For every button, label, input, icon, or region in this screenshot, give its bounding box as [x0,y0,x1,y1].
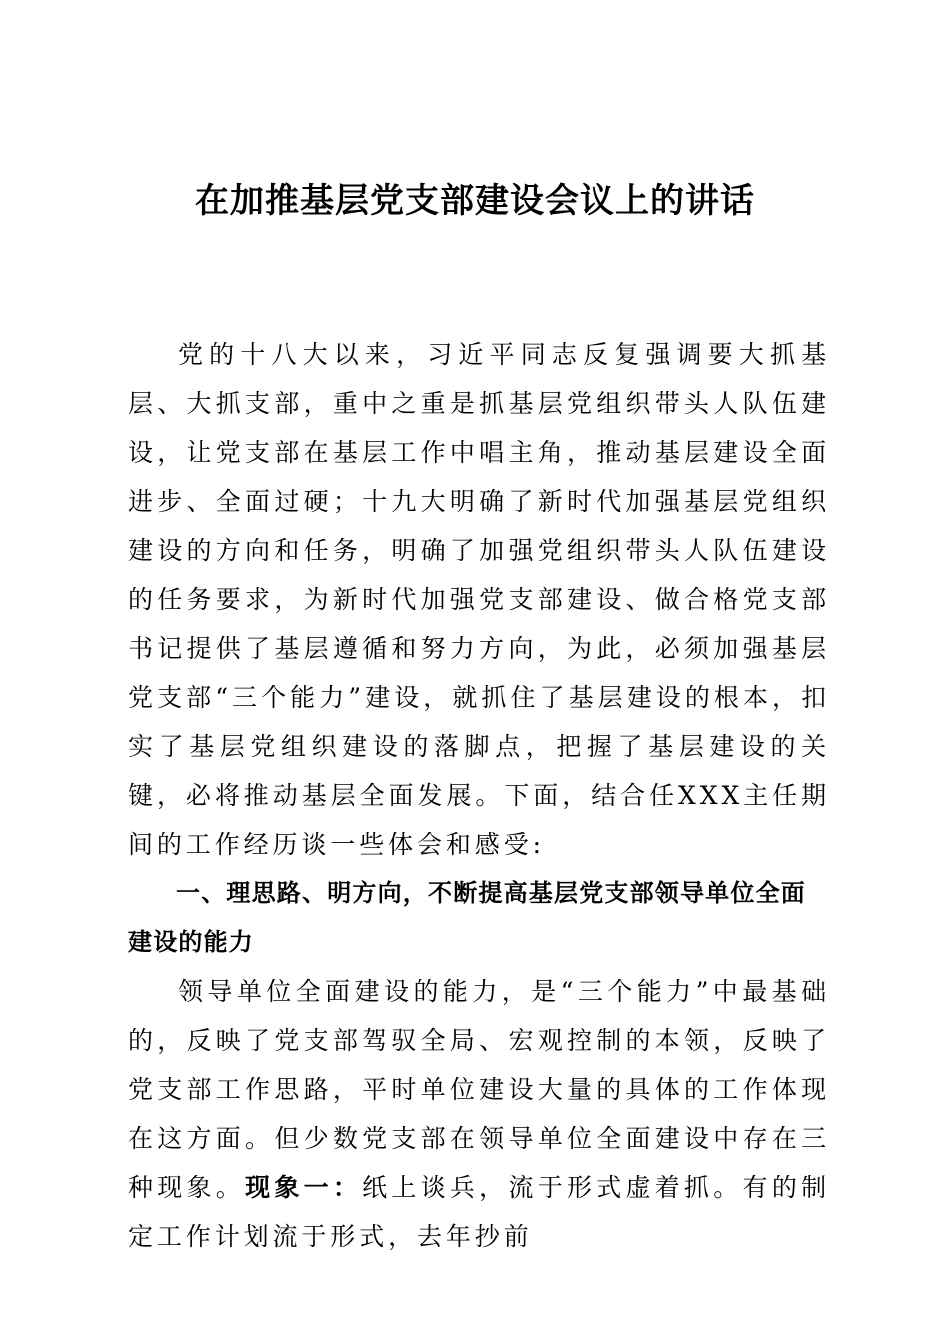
phenomenon-1-label: 现象一： [245,1173,363,1202]
section-1-text-after: 纸上谈兵，流于形式虚着抓。有的制定工作计划流于形式，去年抄前 [128,1173,830,1251]
document-body [128,330,830,1261]
intro-paragraph: 党的十八大以来，习近平同志反复强调要大抓基层、大抓支部，重中之重是抓基层党组织带头人队伍建设，让党支部在基层工作中唱主角，推动基层建设全面进步、全面过硬；十九大明确了新时代加强基层党组织建设的方向和任务，明确了加强党组织带头人队伍建设的任务要求，为新时代加强党支部建设、做合格党支部书记提供了基层遵循和努力方向，为此，必须加强基层党支部“三个能力”建设，就抓住了基层建设的根本，扣实了基层党组织建设的落脚点，把握了基层建设的关键，必将推动基层全面发展。下面，结合任XXX主任期间的工作经历谈一些体会和感受: [128,340,830,859]
document-title: 在加推基层党支部建设会议上的讲话 [195,181,755,221]
section-1-heading: 一、理思路、明方向，不断提高基层党支部领导单位全面建设的能力 [128,879,806,956]
section-1-paragraph [128,967,830,1261]
section-1-text-before: 领导单位全面建设的能力，是“三个能力”中最基础的，反映了党支部驾驭全局、宏观控制的本领，反映了党支部工作思路，平时单位建设大量的具体的工作体现在这方面。但少数党支部在领导单位全面建设中存在三种现象。 [128,977,830,1202]
